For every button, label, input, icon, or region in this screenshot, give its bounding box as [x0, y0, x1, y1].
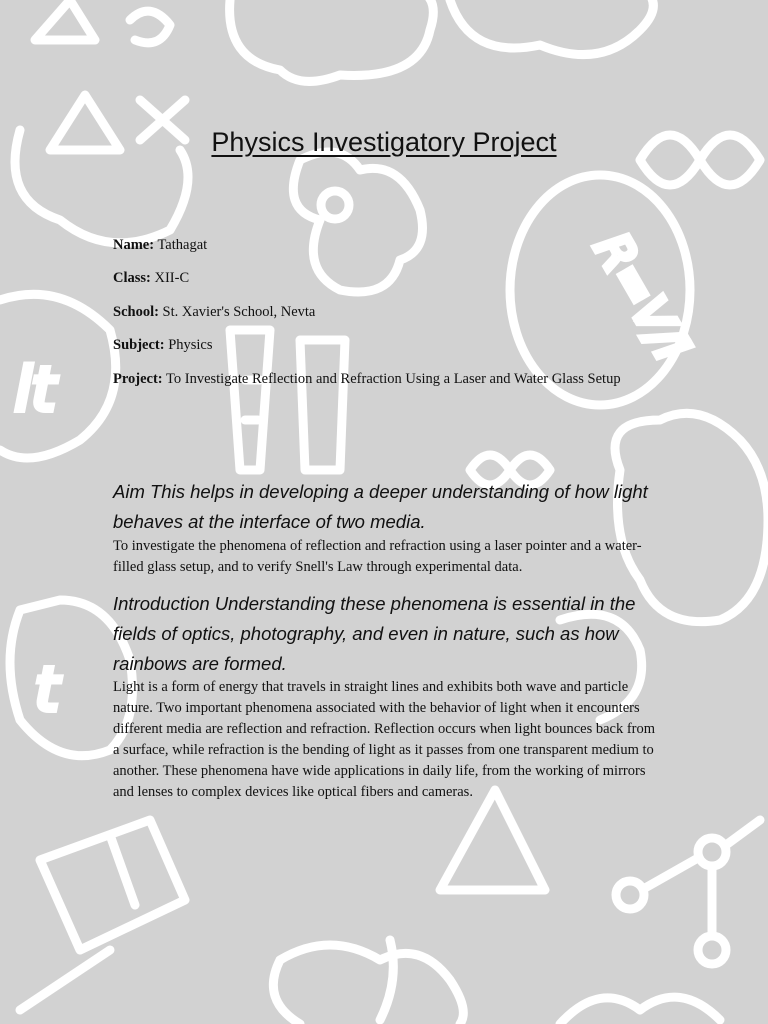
- project-field: [113, 369, 643, 390]
- aim-heading: Aim This helps in developing a deeper understanding of how light behaves at the interface of two media.: [113, 481, 648, 532]
- formula-doodle: it: [15, 355, 56, 425]
- subject-value: Physics: [168, 337, 213, 353]
- name-field: [113, 235, 643, 256]
- school-field: [113, 302, 643, 323]
- project-value: To Investigate Reflection and Refraction Using a Laser and Water Glass Setup: [166, 371, 621, 387]
- page-title: Physics Investigatory Project: [211, 127, 557, 157]
- class-value: XII-C: [154, 270, 190, 286]
- name-label: Name:: [113, 237, 155, 253]
- aim-body: To investigate the phenomena of reflection and refraction using a laser pointer and a water-filled glass setup, and to verify Snell's Law through experimental data.: [113, 538, 642, 575]
- introduction-heading: Introduction Understanding these phenomena is essential in the fields of optics, photography, and even in nature, such as how rainbows are formed.: [113, 593, 636, 674]
- introduction-body: Light is a form of energy that travels in straight lines and exhibits both wave and particle nature. Two important phenomena associated with the behavior of light when it encounters different media are reflection and refraction. Reflection occurs when light bounces back from a surface, while refraction is the bending of light as it passes from one transparent medium to another. These phenomena have wide applications in daily life, from the working of mirrors and lenses to complex devices like optical fibers and cameras.: [113, 679, 656, 800]
- school-value: St. Xavier's School, Nevta: [162, 304, 316, 320]
- subject-label: Subject:: [113, 337, 165, 353]
- class-field: [113, 268, 643, 289]
- formula-doodle: t: [35, 655, 59, 725]
- formula-doodle: R=V/I: [583, 224, 700, 371]
- project-label: Project:: [113, 371, 163, 387]
- school-label: School:: [113, 304, 159, 320]
- class-label: Class:: [113, 270, 151, 286]
- name-value: Tathagat: [157, 237, 208, 253]
- subject-field: [113, 335, 643, 356]
